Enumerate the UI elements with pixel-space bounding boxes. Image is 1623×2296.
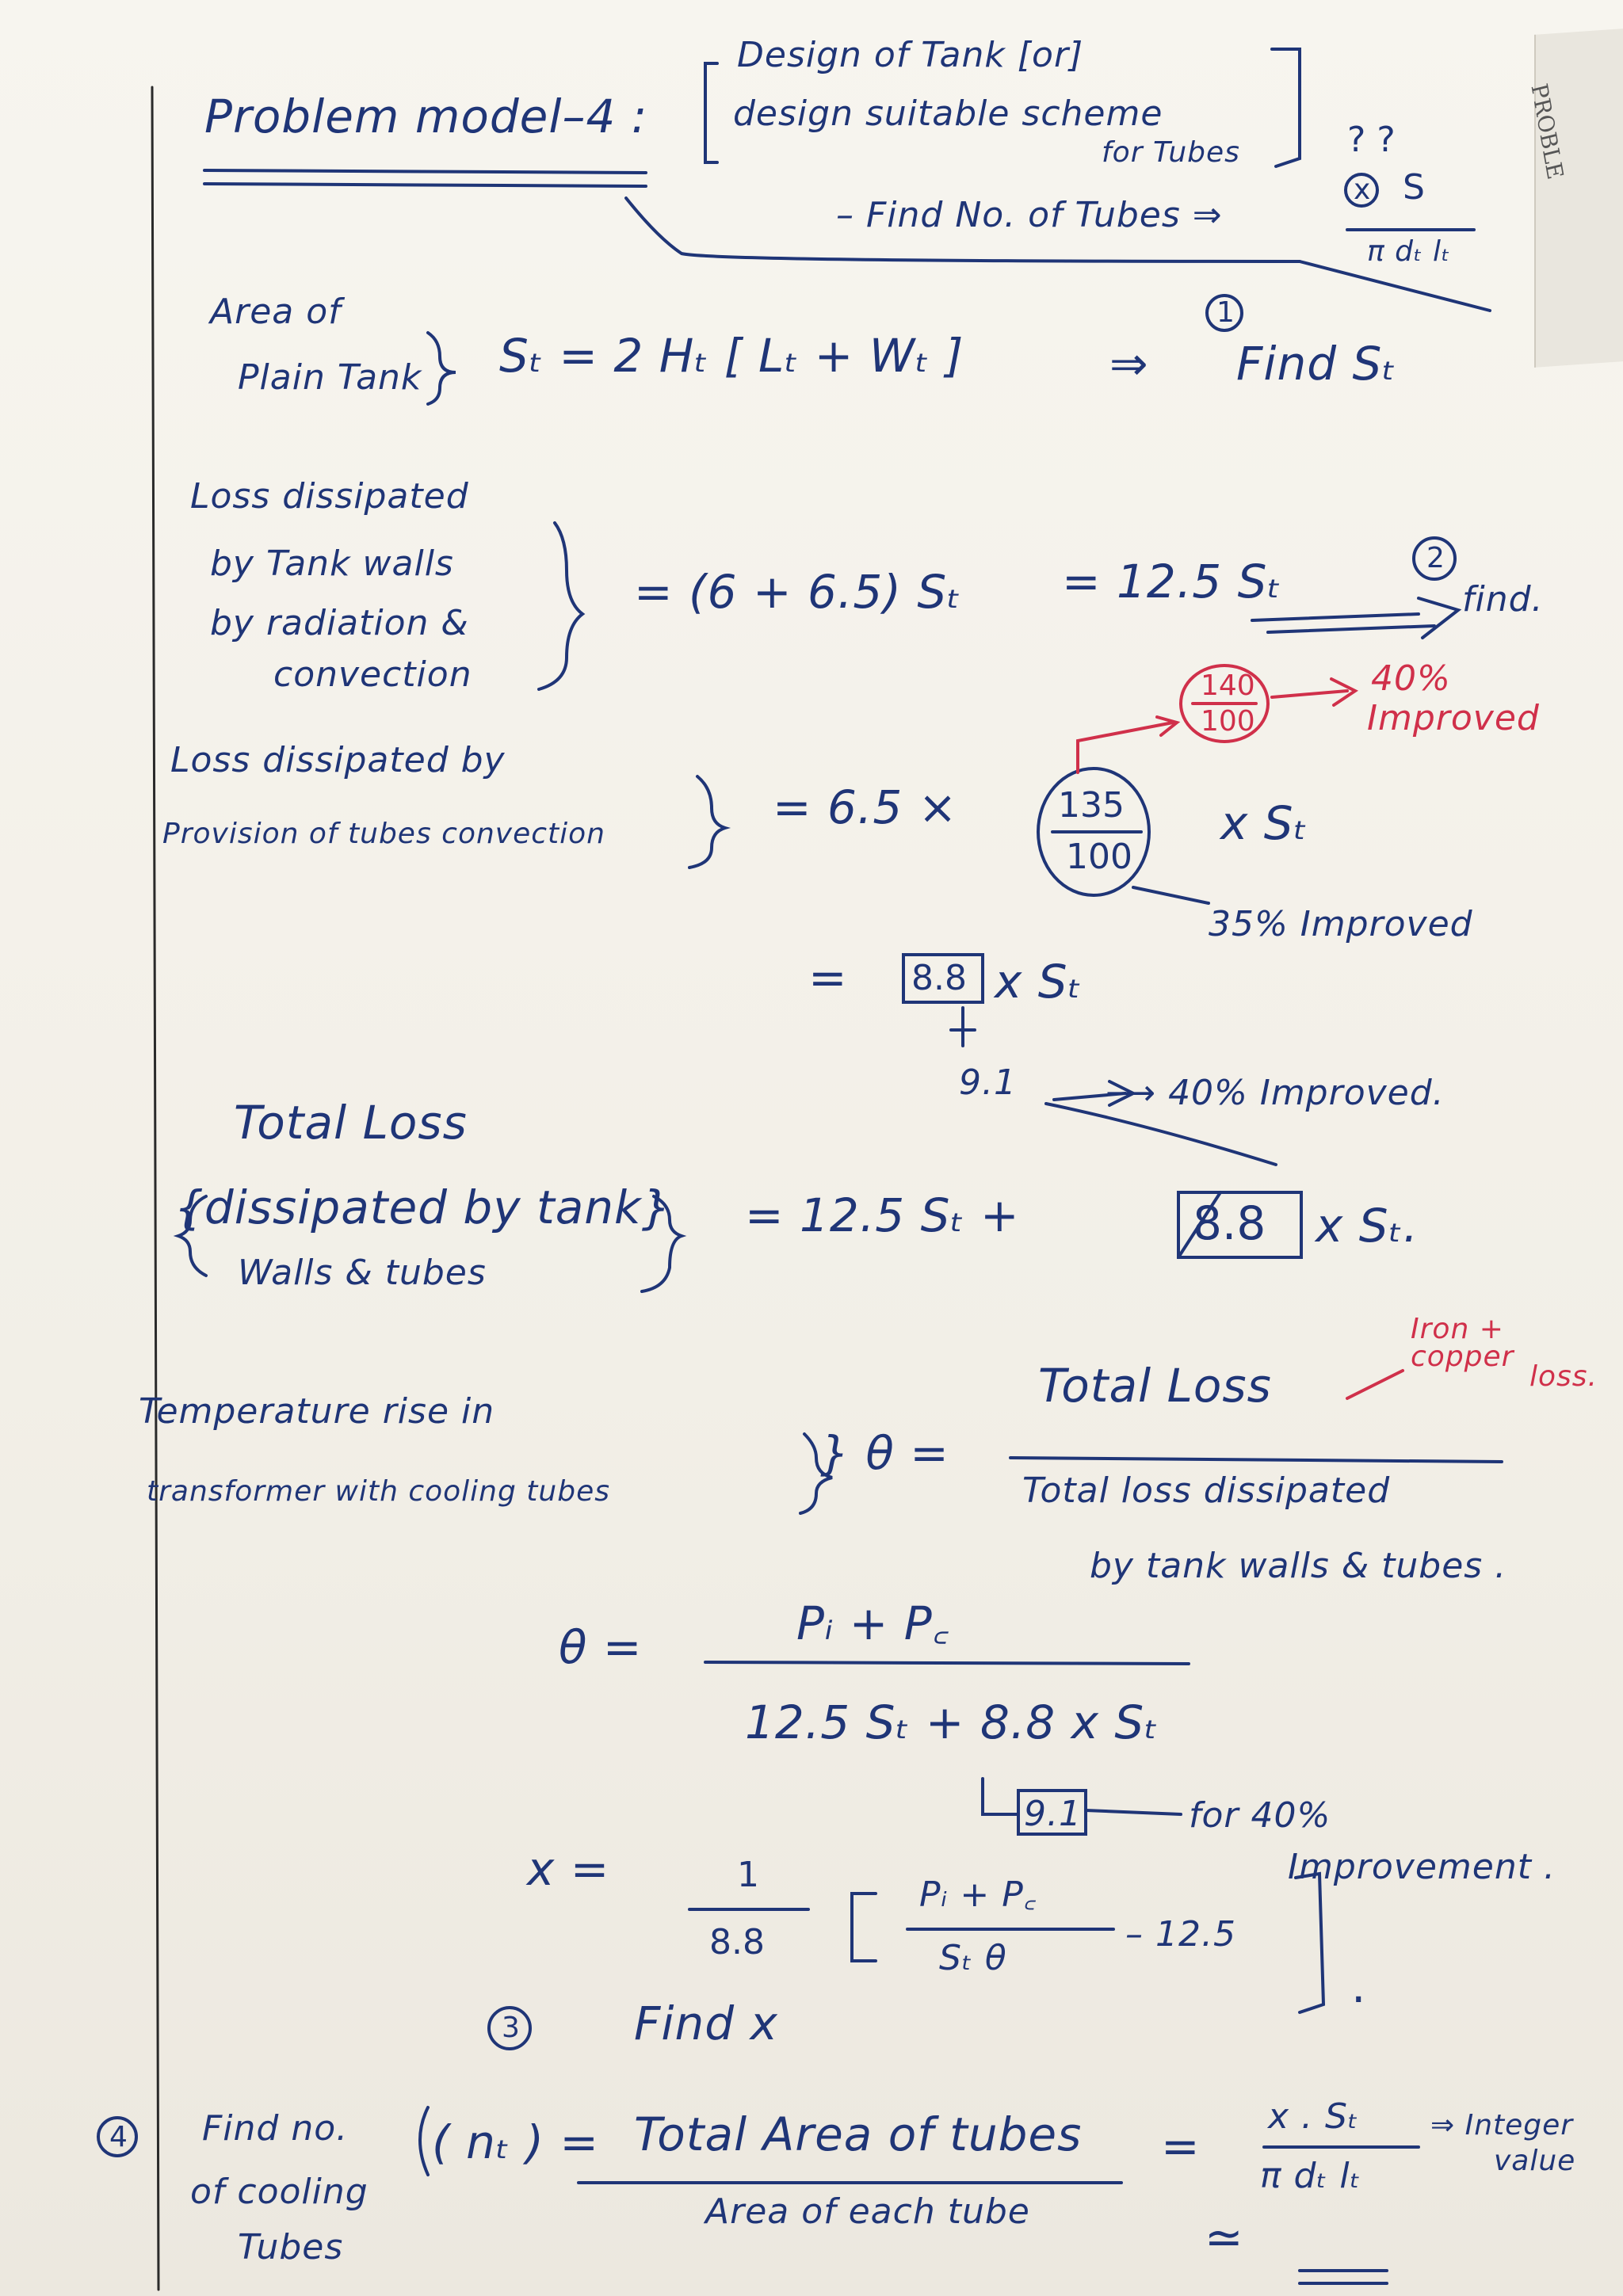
theta-denominator: 12.5 Sₜ + 8.8 x Sₜ	[745, 1695, 1159, 1749]
spec-bracket-left	[705, 63, 717, 162]
problem-title: Problem model–4 :	[204, 90, 648, 143]
total-label-3: Walls & tubes	[238, 1253, 487, 1293]
x-frac-den: 8.8	[709, 1922, 765, 1962]
step4-rhs-den: π dₜ lₜ	[1260, 2156, 1361, 2196]
alt-value-9.1: 9.1	[959, 1062, 1017, 1103]
step3-text: Find x	[634, 1997, 778, 2050]
theta-note-2: Improvement .	[1288, 1847, 1556, 1887]
step4-integer-note: ⇒ Integer	[1430, 2109, 1574, 2142]
tube-denominator: π dₜ lₜ	[1367, 235, 1451, 268]
total-boxed-8.8: 8.8	[1193, 1196, 1266, 1250]
theta-alt-arrow	[1086, 1810, 1181, 1814]
spec-line-2: design suitable scheme	[733, 93, 1163, 134]
tubes-frac-num: 135	[1058, 785, 1125, 826]
step4-denominator: Area of each tube	[705, 2191, 1030, 2232]
title-underline-1	[204, 170, 646, 173]
tubes-formula-right: x Sₜ	[1220, 796, 1308, 850]
find-tubes-task: – Find No. of Tubes ⇒	[836, 195, 1223, 235]
total-formula-left: = 12.5 Sₜ +	[745, 1188, 1020, 1242]
step4-label-1: Find no.	[202, 2108, 349, 2149]
iron-note-3: loss.	[1529, 1360, 1598, 1393]
red-fraction-den: 100	[1201, 705, 1255, 738]
total-formula-right: x Sₜ.	[1316, 1199, 1419, 1253]
note35-arrow	[1133, 887, 1209, 903]
tubes-brace	[689, 776, 725, 868]
tubes-label-2: Provision of tubes convection	[162, 818, 605, 850]
theta-lhs: θ =	[559, 1620, 643, 1674]
red-fraction-num: 140	[1201, 669, 1255, 702]
alt-note-40: ⟶ 40% Improved.	[1106, 1073, 1445, 1113]
temp-label-2: transformer with cooling tubes	[147, 1475, 610, 1508]
x-lhs: x =	[527, 1842, 610, 1896]
st-symbol: S	[1403, 167, 1425, 208]
title-underline-2	[204, 184, 646, 186]
step4-rhs-num: x . Sₜ	[1268, 2096, 1359, 2137]
x-inner-num: Pᵢ + P꜀	[919, 1875, 1037, 1915]
step1-arrow: ⇒	[1109, 337, 1148, 391]
step4-paren-left	[420, 2107, 428, 2175]
tubes-label-1: Loss dissipated by	[170, 740, 506, 780]
step1-result: Find Sₜ	[1236, 337, 1397, 391]
step4-eq: =	[1161, 2119, 1200, 2173]
theta-fraction-line	[705, 1662, 1189, 1664]
iron-note-1: Iron +	[1411, 1313, 1504, 1345]
step2-result: = 12.5 Sₜ	[1062, 555, 1282, 608]
boxed-8.8: 8.8	[911, 958, 967, 998]
step1-label-2: Plain Tank	[238, 357, 422, 398]
step4-approx: ≃	[1205, 2210, 1243, 2264]
x-inner-den: Sₜ θ	[939, 1938, 1007, 1978]
iron-note-2: copper	[1411, 1341, 1514, 1373]
step2-arrow-shaft-1	[1252, 614, 1419, 620]
tubes-eq2-tail: x Sₜ	[995, 955, 1083, 1009]
tubes-frac-den: 100	[1066, 837, 1132, 877]
step2-formula: = (6 + 6.5) Sₜ	[634, 565, 962, 619]
spec-line-3: for Tubes	[1102, 136, 1240, 169]
x-bracket-left	[852, 1894, 876, 1961]
red-note-2: Improved	[1367, 698, 1540, 738]
x-frac-num: 1	[737, 1855, 759, 1895]
temperature-fraction-line	[1010, 1458, 1502, 1462]
iron-copper-arrow	[1347, 1371, 1403, 1398]
temp-denominator-1: Total loss dissipated	[1022, 1470, 1391, 1511]
tubes-eq2: =	[808, 951, 847, 1005]
step2-label-1: Loss dissipated	[190, 476, 469, 517]
step4-label-2: of cooling	[190, 2172, 369, 2212]
red-arrow-shaft	[1272, 691, 1347, 697]
adjacent-page-text: PROBLE	[1526, 81, 1569, 182]
question-marks: ? ?	[1347, 120, 1396, 160]
step2-brace	[539, 523, 582, 689]
step2-number: 2	[1426, 542, 1445, 574]
step1-label-1: Area of	[210, 292, 342, 332]
step4-numerator: Total Area of tubes	[634, 2107, 1083, 2161]
step4-number: 4	[109, 2121, 128, 2153]
step2-arrow-shaft-2	[1268, 626, 1434, 632]
total-label-2: {dissipated by tank}	[174, 1180, 672, 1234]
temp-label-1: Temperature rise in	[139, 1391, 495, 1432]
theta-alt-hook	[983, 1779, 1018, 1814]
spec-bracket-right	[1272, 49, 1300, 166]
tubes-formula-left: = 6.5 ×	[773, 780, 958, 834]
total-label-1: Total Loss	[234, 1096, 468, 1150]
note-35-improved: 35% Improved	[1209, 904, 1473, 944]
theta-alt-value: 9.1	[1024, 1794, 1082, 1834]
red-link	[1078, 723, 1173, 772]
temp-denominator-2: by tank walls & tubes .	[1090, 1546, 1507, 1586]
step3-number: 3	[502, 2012, 520, 2044]
temp-numerator: Total Loss	[1038, 1359, 1272, 1413]
step4-symbol: ( nₜ ) =	[432, 2115, 600, 2169]
x-bracket-right	[1296, 1874, 1323, 2012]
theta-note-1: for 40%	[1189, 1795, 1331, 1836]
red-note-1: 40%	[1371, 658, 1451, 699]
step4-value-note: value	[1494, 2145, 1576, 2177]
step1-brace	[428, 333, 456, 404]
step4-label-3: Tubes	[238, 2227, 344, 2267]
margin-line	[152, 87, 158, 2290]
step2-label-4: convection	[273, 654, 472, 695]
x-circle-label: x	[1354, 174, 1371, 206]
x-dot: .	[1351, 1959, 1366, 2013]
step2-find: find.	[1462, 579, 1544, 620]
theta-numerator: Pᵢ + P꜀	[796, 1596, 949, 1650]
step1-number: 1	[1216, 296, 1235, 329]
step2-label-2: by Tank walls	[210, 543, 454, 584]
spec-line-1: Design of Tank [or]	[737, 35, 1084, 75]
title-connector-tail	[1300, 261, 1490, 311]
step2-arrow-head	[1419, 598, 1458, 638]
temp-theta-eq: } θ =	[820, 1426, 949, 1480]
step1-formula: Sₜ = 2 Hₜ [ Lₜ + Wₜ ]	[499, 329, 964, 383]
step2-label-3: by radiation &	[210, 603, 469, 643]
x-minus: – 12.5	[1125, 1914, 1236, 1955]
